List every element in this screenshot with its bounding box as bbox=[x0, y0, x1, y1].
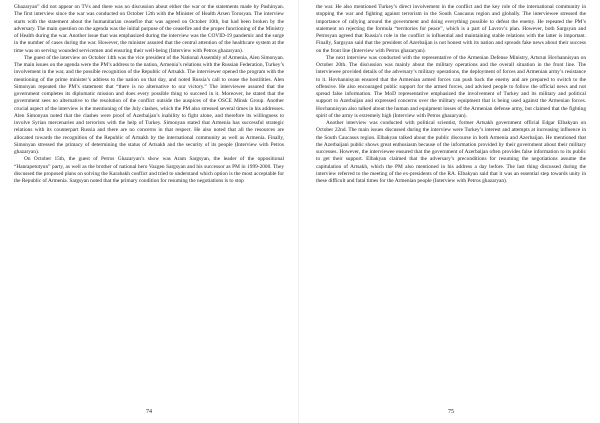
paragraph: On October 15th, the guest of Petros Ghazaryan’s show was Aram Sargsyan, the leader of the oppositional “Hanrapetutyun” party, as well as the brother of national hero Vazgen Sargsyan and his successor as PM in 1999-2000. They discussed the proposed plans on solving the Karabakh conflict and tried to understand which option is the most acceptable for the Republic of Armenia. Sargsyan noted that the primary condition for resuming the negotiations is to stop bbox=[14, 156, 284, 184]
paragraph: The next interview was conducted with the representative of the Armenian Defense Ministry, Artsrun Hovhannisyan on October 20th. The discussion was mainly about the military operations and the overall situation in the front line. The interviewee provided details of the adversary’s military operations, the deployment of forces and Armenian army’s resistance to it. Hovhannisyan ensured that the Armenian armed forces can push back the enemy and are prepared to switch to the offensive. He also encouraged public support for the armed forces, and advised people to follow the official news and not spread false information. The MoD representative emphasized the involvement of Turkey and its military and political support to Azerbaijan and expressed concerns over the military equipment that is being used against the Armenian forces. Hovhannisyan also talked about the human and equipment losses of the Armenian defense army, but claimed that the fighting spirit of the army is extremely high (Interview with Petros ghazaryan). bbox=[316, 54, 586, 119]
paragraph: The guest of the interview on October 14th was the vice president of the National Assembly of Armenia, Alen Simonyan. The main issues on the agenda were the PM’s address to the nation, Armenia’s relations with the Russian Federation, Turkey’s involvement in the war, and the possible recognition of the Republic of Artsakh. The interviewer opened the program with the mentioning of the prime minister’s address to the nation on that day, and noted Russia’s call to cease the hostilities. Alen Simonyan repeated the PM’s statement that “there is no alternative to our victory.” The interviewee assured that the government completes its diplomatic mission and does every possible thing to succeed in it. Moreover, he stated that the government sees no alternative to the resolution of the conflict outside the auspices of the OSCE Minsk Group. Another crucial aspect of the interview is the mentioning of the July clashes, which the PM also stressed several times in his addresses. Alen Simonyan noted that the clashes were proof of Azerbaijan’s inability to fight alone, and therefore its willingness to involve Syrian mercenaries and terrorists with the help of Turkey. Simonyan stated that Armenia has successful strategic relations with its counterpart Russia and there are no concerns in that respect. He also noted that all the resources are allocated towards the recognition of the Republic of Artsakh by the international community as well as Armenia. Finally, Simonyan stressed the primacy of determining the status of Artsakh and the security of its people (Interview with Petros ghazaryan). bbox=[14, 54, 284, 155]
left-page-body bbox=[14, 4, 284, 185]
right-page-body bbox=[316, 4, 586, 185]
book-gutter bbox=[298, 0, 299, 423]
left-page bbox=[14, 4, 284, 419]
paragraph: the war. He also mentioned Turkey’s direct involvement in the conflict and the key role of the international community in stopping the war and fighting against terrorism in the South Caucasus region and globally. The interviewee stressed the importance of rallying around the government and doing everything possible to defeat the enemy. He repeated the PM’s statement on rejecting the formula “territories for peace”, which is a part of Lavrov’s plan. However, both Sargsyan and Petrosyan agreed that Russia’s role in the conflict is influential and maintaining stable relations with the latter is important. Finally, Sargsyan said that the president of Azerbaijan is not honest with its nation and spreads fake news about their success on the front line (Interview with Petros ghazaryan). bbox=[316, 4, 586, 54]
page-number: 74 bbox=[146, 409, 152, 415]
paragraph: Ghazaryan” did not appear on TVs and there was no discussion about either the war or the statements made by Pashinyan. The first interview since the war was conducted on October 12th with the Minister of Health Arsen Torosyan. The interview starts with the statement about the humanitarian ceasefire that was agreed on October 10th, but had been broken by the adversary. The main question on the agenda was the initial purpose of the ceasefire and the proper functioning of the Ministry of Health during the war. Another issue that was emphasized during the interview was the COVID-19 pandemic and the surge in the number of cases during the war. However, the minister assured that the central attention of the healthcare system at the time was on serving wounded servicemen and ensuring their well-being (Interview with Petros ghazaryan). bbox=[14, 4, 284, 54]
right-page bbox=[316, 4, 586, 419]
page-number: 75 bbox=[448, 409, 454, 415]
paragraph: Another interview was conducted with political scientist, former Artsakh government official Edgar Elbakyan on October 22nd. The main issues discussed during the interview were Turkey’s interest and attempts at increasing influence in the South Caucasus region. Elbakyan talked about the public discourse in both Armenia and Azerbaijan. He mentioned that the Azerbaijani public shows great enthusiasm because of the information provided by their government about their military successes. However, the interviewee ensured that the government of Azerbaijan often provides false information to its public to get their support. Elbakyan claimed that the adversary’s preconditions for resuming the negotiations assume the capitulation of Artsakh, which the PM also mentioned in his address a day before. The last thing discussed during the interview referred to the meeting of the ex-presidents of the RA. Elbakyan said that it was an essential step towards unity in these difficult and fatal times for the Armenian people (Interview with Petros ghazaryan). bbox=[316, 120, 586, 184]
